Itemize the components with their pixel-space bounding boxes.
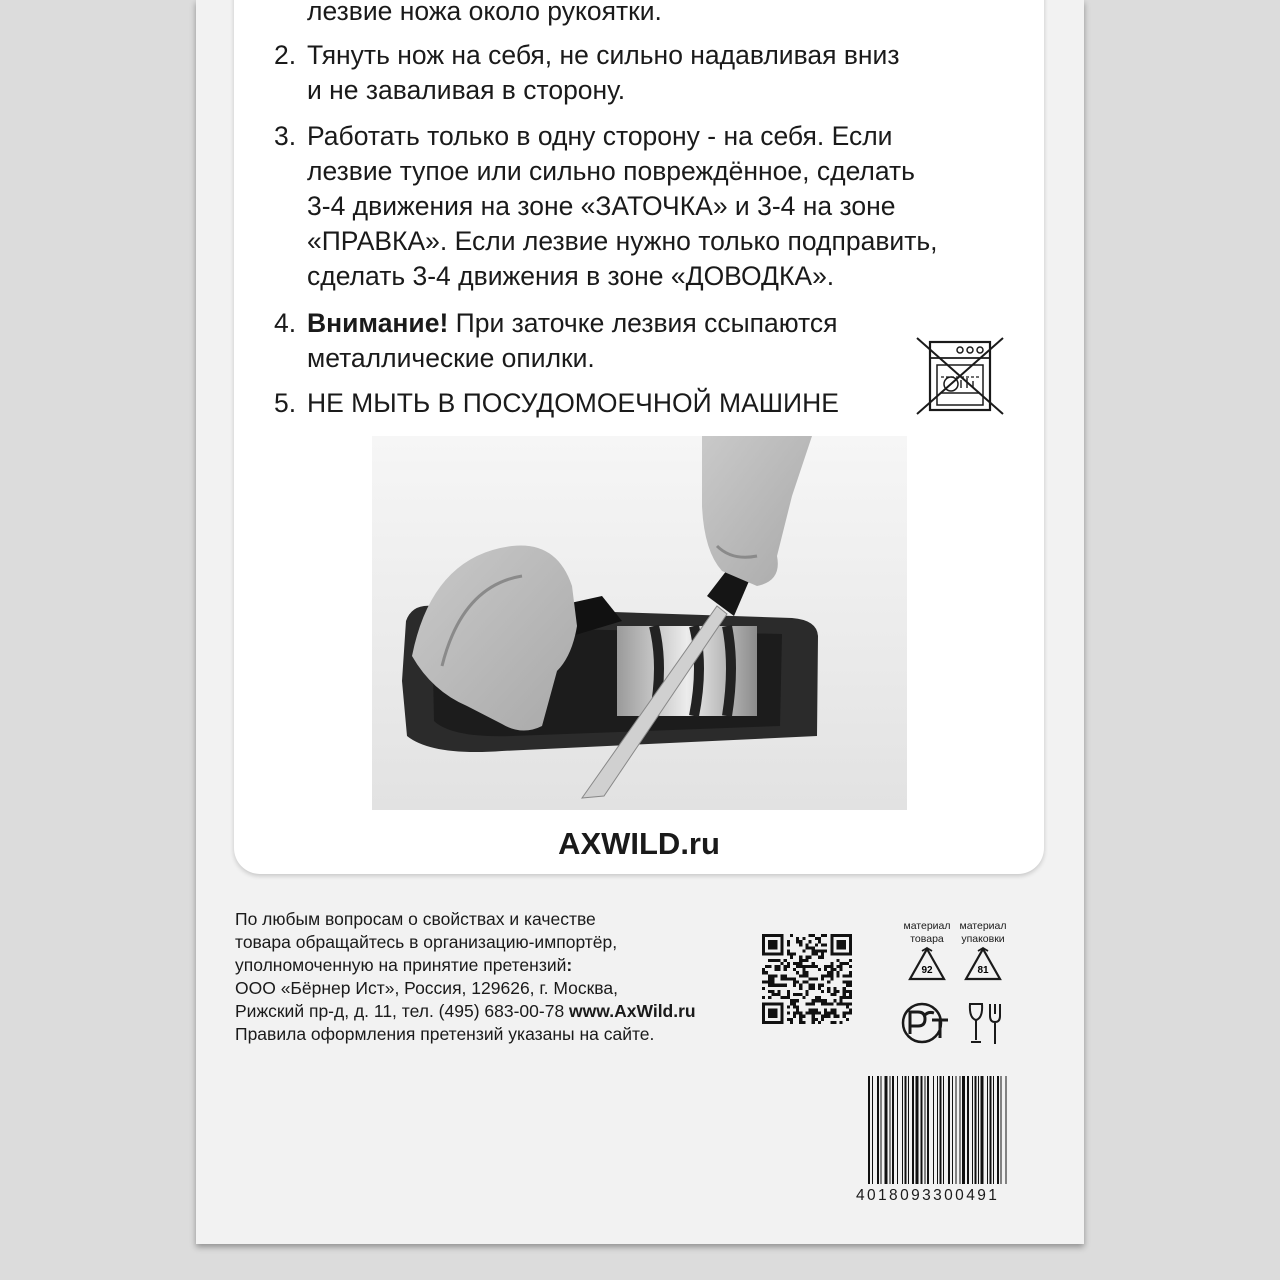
packaging-material-label: материал упаковки [959,920,1007,945]
warning-label: Внимание! [307,308,449,338]
glass-fork-icon [966,1002,1004,1046]
pct-mark-icon [900,1000,952,1046]
recycle-icon [962,946,1004,986]
barcode [858,1076,1040,1204]
website-label: AXWILD.ru [558,826,720,861]
barcode-number: 4018093300491 [856,1187,1000,1204]
svg-text:92: 92 [921,965,933,976]
qr-code [762,934,852,1024]
importer-contacts: По любым вопросам о свойствах и качестве товара обращайтесь в организацию-импортёр, уполномоченную на принятие претензий: ООО «Бёрнер Ист», Россия, 129626, г. Москва, Рижский пр-д, д. 11, тел. (495) 683-00-78 www.AxWild.ru Правила оформления претензий указаны на сайте. [235,909,696,1044]
product-material-label: материал товара [903,920,951,945]
svg-text:81: 81 [977,965,989,976]
sharpener-photo [372,436,907,810]
no-dishwasher-icon [913,336,1007,416]
recycle-icon [906,946,948,986]
website-link: www.AxWild.ru [569,1001,696,1021]
